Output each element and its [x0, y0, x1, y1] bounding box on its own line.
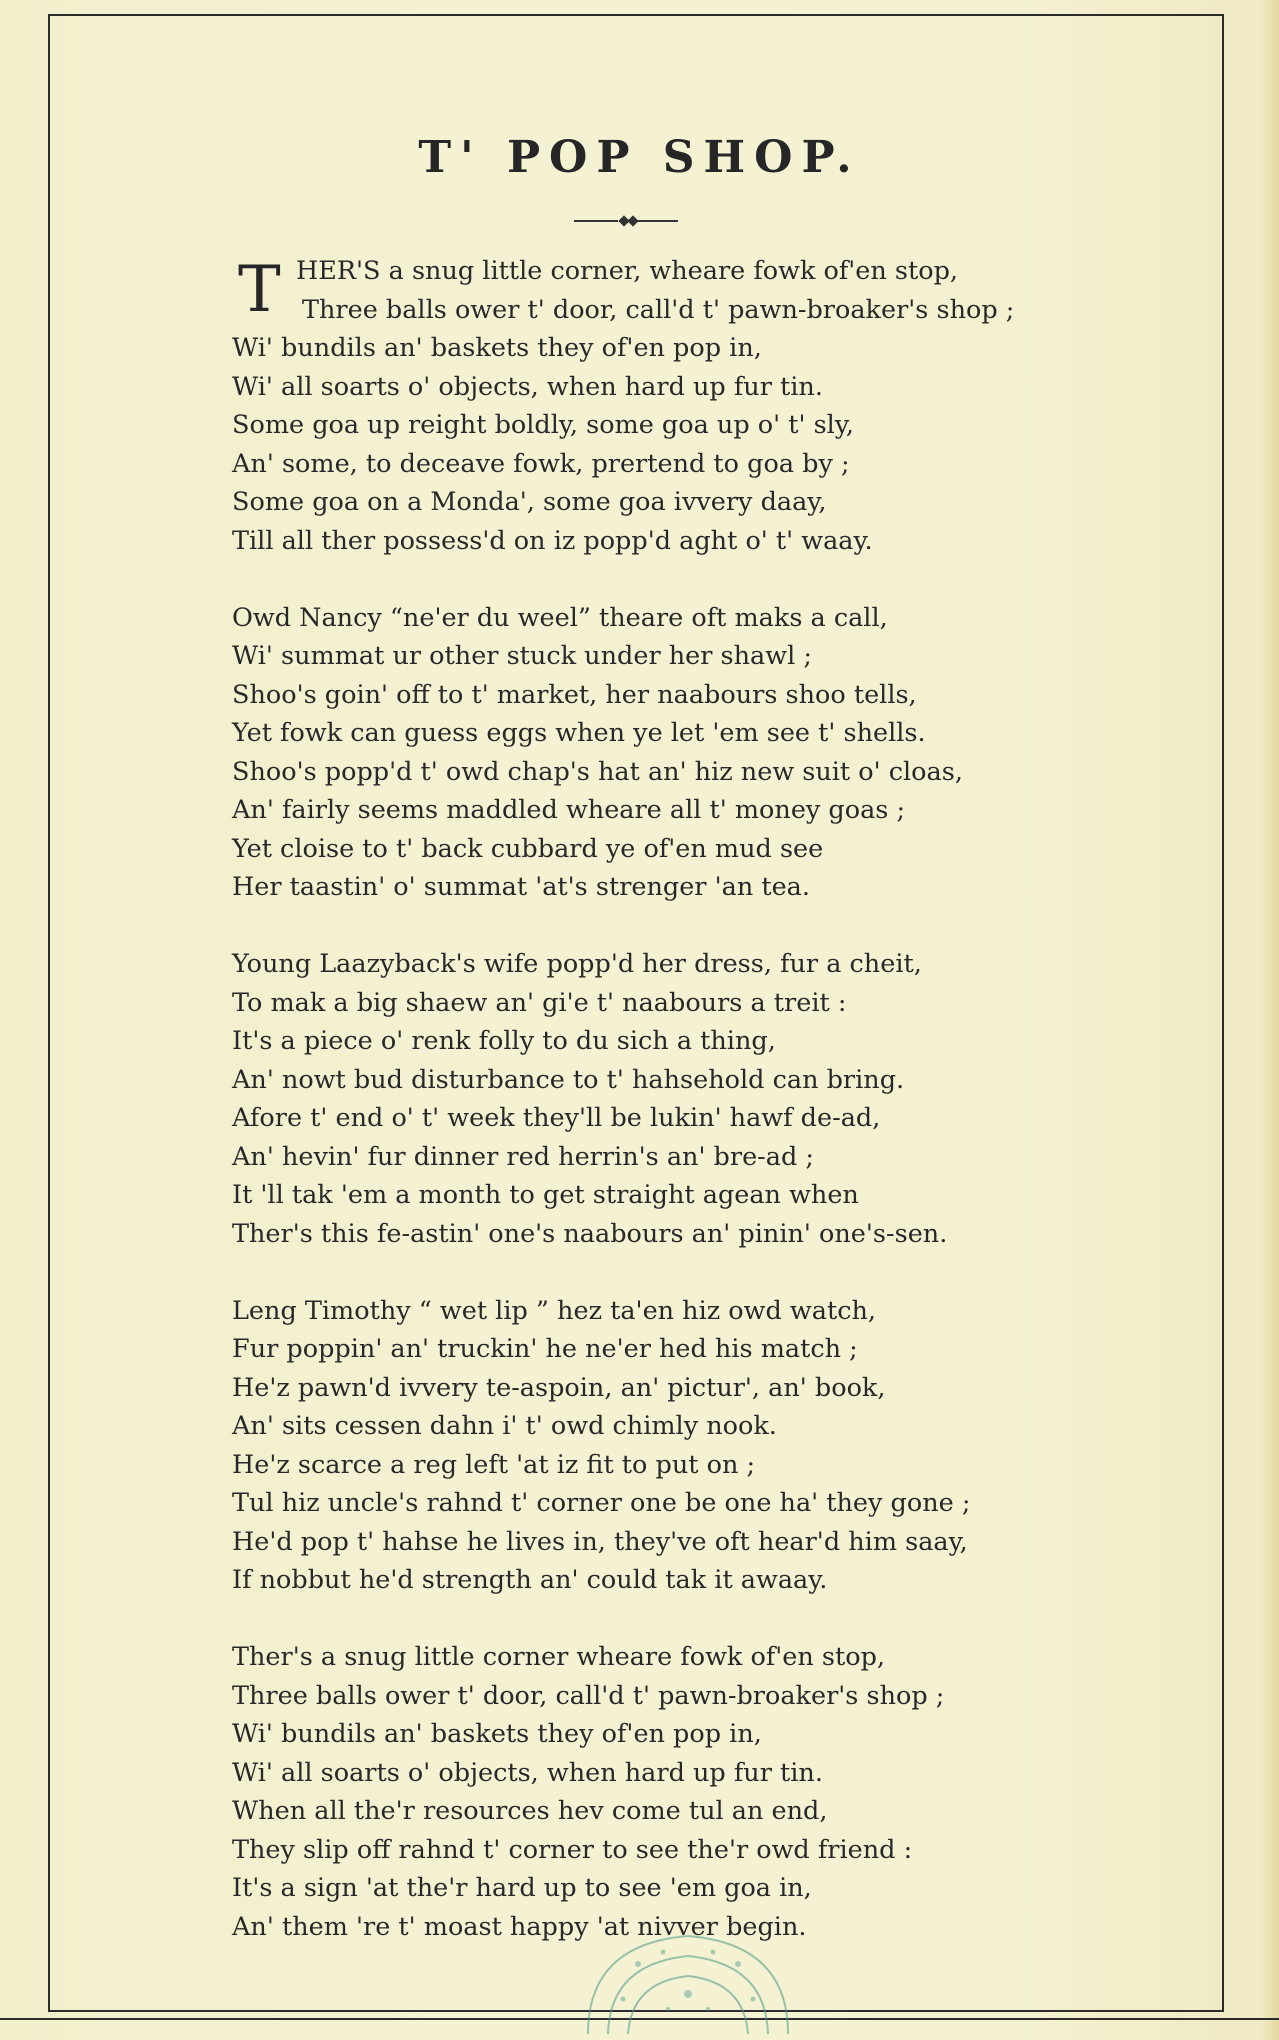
- poem-line: Afore t' end o' t' week they'll be lukin' hawf de-ad,: [232, 1103, 881, 1133]
- poem-line: Some goa on a Monda', some goa ivvery daay,: [232, 487, 827, 517]
- poem-line: If nobbut he'd strength an' could tak it awaay.: [232, 1565, 828, 1595]
- page-title: T' POP SHOP.: [418, 132, 861, 183]
- poem-line: Wi' all soarts o' objects, when hard up fur tin.: [232, 371, 823, 402]
- poem-line: Yet cloise to t' back cubbard ye of'en mud see: [232, 833, 824, 864]
- poem-line: It 'll tak 'em a month to get straight agean when: [232, 1180, 859, 1210]
- stanza-1: [232, 252, 1092, 560]
- poem-line: An' fairly seems maddled wheare all t' money goas ;: [232, 795, 906, 825]
- poem-line: Fur poppin' an' truckin' he ne'er hed his match ;: [232, 1334, 858, 1364]
- stanza-3: [232, 945, 1092, 1253]
- poem-line: Three balls ower t' door, call'd t' pawn-broaker's shop ;: [302, 294, 1015, 325]
- poem-line: An' sits cessen dahn i' t' owd chimly nook.: [232, 1411, 777, 1441]
- poem-line-text: HER'S a snug little corner, wheare fowk of'en stop,: [296, 256, 959, 286]
- poem-line: To mak a big shaew an' gi'e t' naabours a treit :: [232, 987, 847, 1018]
- library-stamp-icon: [568, 1924, 808, 2034]
- poem-line: Wi' bundils an' baskets they of'en pop in,: [232, 333, 762, 363]
- poem-line: Owd Nancy “ne'er du weel” theare oft maks a call,: [232, 602, 888, 633]
- poem-line: Ther's a snug little corner wheare fowk of'en stop,: [232, 1642, 886, 1672]
- poem-line: Wi' bundils an' baskets they of'en pop in,: [232, 1719, 762, 1749]
- poem-line: Till all ther possess'd on iz popp'd aght o' t' waay.: [232, 525, 873, 556]
- page-edge: [1261, 0, 1279, 2040]
- poem-line: Shoo's popp'd t' owd chap's hat an' hiz new suit o' cloas,: [232, 756, 963, 787]
- poem-line: Ther's this fe-astin' one's naabours an' pinin' one's-sen.: [232, 1218, 948, 1249]
- poem-line: They slip off rahnd t' corner to see the'r owd friend :: [232, 1834, 913, 1865]
- poem-line: Young Laazyback's wife popp'd her dress, fur a cheit,: [232, 949, 922, 979]
- poem-line: He'd pop t' hahse he lives in, they've oft hear'd him saay,: [232, 1526, 968, 1557]
- stanza-2: [232, 599, 1092, 907]
- poem-line: Tul hiz uncle's rahnd t' corner one be one ha' they gone ;: [232, 1488, 971, 1518]
- poem-line: An' some, to deceave fowk, prertend to goa by ;: [232, 448, 850, 479]
- title-ornament: [574, 216, 678, 226]
- poem-line: Wi' all soarts o' objects, when hard up fur tin.: [232, 1757, 823, 1788]
- poem-line: Shoo's goin' off to t' market, her naabours shoo tells,: [232, 679, 917, 710]
- poem-body: [232, 252, 1092, 1985]
- poem-line: He'z scarce a reg left 'at iz fit to put on ;: [232, 1449, 756, 1480]
- poem-line: When all the'r resources hev come tul an end,: [232, 1796, 828, 1826]
- poem-line: An' nowt bud disturbance to t' hahsehold can bring.: [232, 1064, 905, 1095]
- poem-line: An' hevin' fur dinner red herrin's an' bre-ad ;: [232, 1141, 815, 1172]
- poem-line: Wi' summat ur other stuck under her shawl ;: [232, 641, 812, 671]
- poem-line: Leng Timothy “ wet lip ” hez ta'en hiz owd watch,: [232, 1295, 876, 1326]
- poem-line: An' them 're t' moast happy 'at nivver begin.: [232, 1911, 807, 1942]
- stanza-5: [232, 1638, 1092, 1946]
- poem-line: It's a piece o' renk folly to du sich a thing,: [232, 1026, 776, 1056]
- poem-line: It's a sign 'at the'r hard up to see 'em goa in,: [232, 1873, 812, 1903]
- poem-line: Her taastin' o' summat 'at's strenger 'an tea.: [232, 872, 810, 902]
- poem-line: He'z pawn'd ivvery te-aspoin, an' pictur', an' book,: [232, 1372, 886, 1403]
- poem-line: Some goa up reight boldly, some goa up o' t' sly,: [232, 410, 854, 440]
- poem-line: Yet fowk can guess eggs when ye let 'em see t' shells.: [232, 718, 926, 748]
- poem-line: Three balls ower t' door, call'd t' pawn-broaker's shop ;: [232, 1680, 945, 1711]
- stanza-4: [232, 1292, 1092, 1600]
- drop-cap: T: [238, 253, 281, 327]
